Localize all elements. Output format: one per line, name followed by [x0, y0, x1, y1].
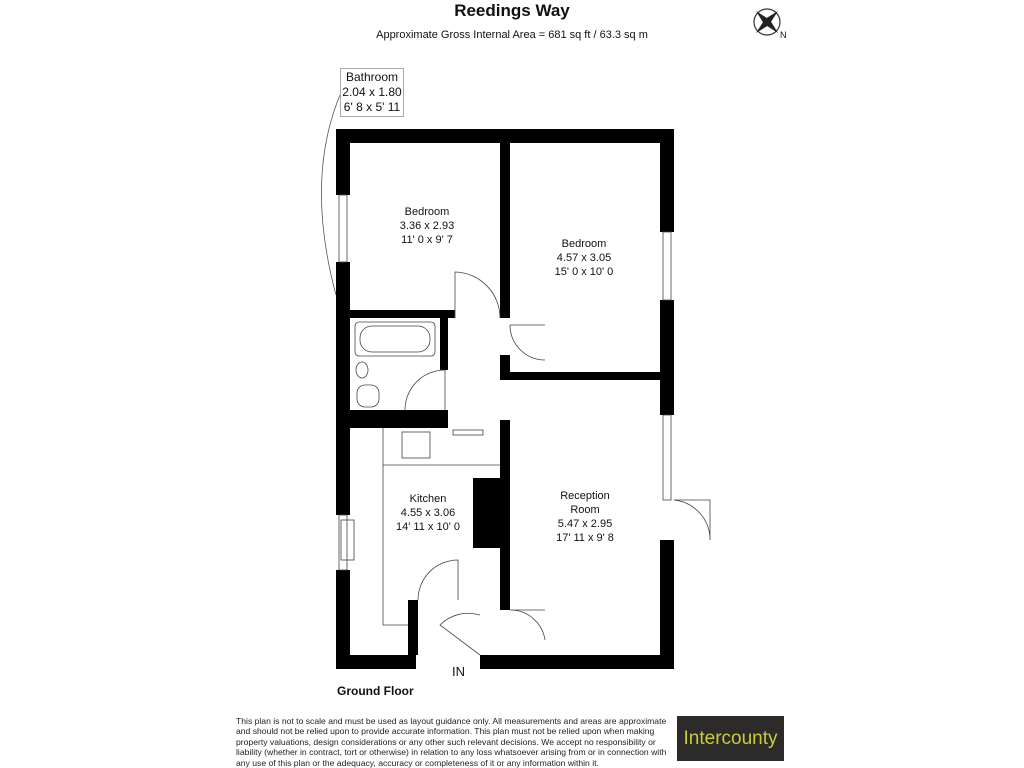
room-label-bathroom — [340, 68, 404, 117]
room-metric: 4.57 x 3.05 — [556, 252, 612, 264]
room-metric: 2.04 x 1.80 — [342, 85, 402, 99]
gross-area: Approximate Gross Internal Area = 681 sq ft / 63.3 sq m — [376, 29, 648, 41]
disclaimer: This plan is not to scale and must be used as layout guidance only. All measurements and areas are approximate and should not be relied upon to provide accurate information. This plan must not be relied upon when making property valuations, design considerations or any other such relevant decisions. We accept no responsibility or liability (whether in contract, tort or otherwise) in relation to any loss whatsoever arising from or in connection with any use of this plan or the adequacy, accuracy or completeness of it or any information within it. — [236, 716, 667, 768]
floor-label: Ground Floor — [337, 684, 414, 698]
room-metric: 4.55 x 3.06 — [400, 507, 456, 519]
room-name: Kitchen — [409, 493, 447, 505]
room-metric: 3.36 x 2.93 — [399, 220, 455, 232]
room-imperial: 15' 0 x 10' 0 — [554, 266, 614, 278]
entrance-label: IN — [452, 664, 465, 679]
room-label-bedroom-2 — [542, 237, 626, 279]
room-name: Bathroom — [345, 70, 399, 84]
room-imperial: 6' 8 x 5' 11 — [343, 100, 401, 114]
compass-icon — [754, 9, 780, 35]
room-imperial: 17' 11 x 9' 8 — [556, 532, 614, 544]
room-imperial: 11' 0 x 9' 7 — [401, 234, 453, 246]
plan-title: Reedings Way — [454, 1, 570, 20]
room-name: Reception Room — [560, 490, 610, 516]
room-label-kitchen — [386, 492, 470, 534]
room-label-reception — [554, 489, 616, 545]
room-imperial: 14' 11 x 10' 0 — [396, 521, 460, 533]
room-label-bedroom-1 — [385, 205, 469, 247]
room-metric: 5.47 x 2.95 — [557, 518, 613, 530]
agent-logo: Intercounty — [677, 716, 784, 761]
room-name: Bedroom — [404, 206, 450, 218]
north-label: N — [780, 30, 787, 40]
room-name: Bedroom — [561, 238, 607, 250]
